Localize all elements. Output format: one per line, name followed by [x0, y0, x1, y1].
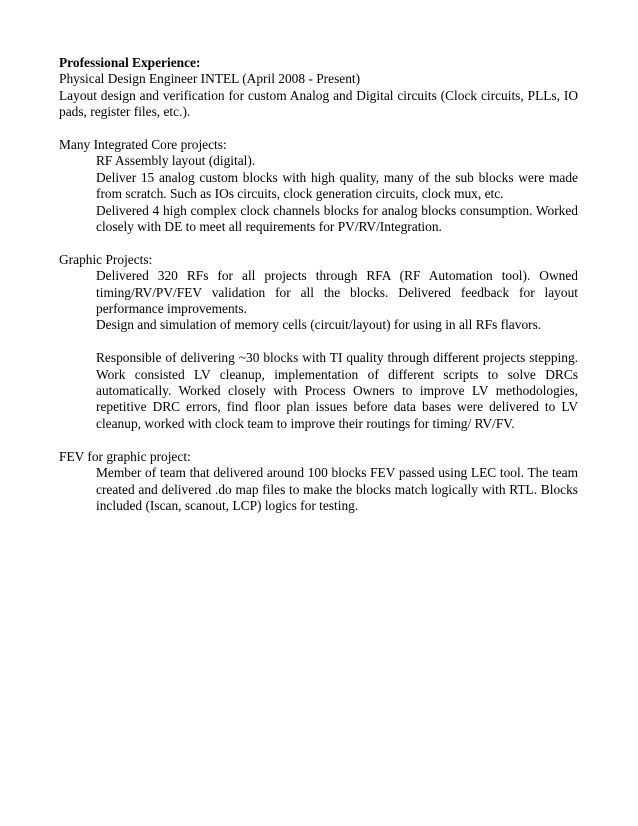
experience-section	[59, 55, 578, 514]
project-item: RF Assembly layout (digital).	[96, 153, 256, 169]
section-heading: Professional Experience:	[59, 55, 201, 70]
project-item: Delivered 4 high complex clock channels blocks for analog blocks consumption. Worked closely with DE to meet all requirements for PV/RV/Integration.	[96, 202, 578, 235]
project-title-graphic: Graphic Projects:	[59, 251, 153, 267]
project-item: Deliver 15 analog custom blocks with high quality, many of the sub blocks were made from scratch. Such as IOs circuits, clock generation circuits, clock mux, etc.	[96, 169, 578, 202]
spacer	[59, 121, 578, 137]
spacer	[59, 334, 578, 350]
position-summary: Layout design and verification for custom Analog and Digital circuits (Clock circuits, PLLs, IO pads, register files, etc.).	[59, 87, 578, 120]
position-title: Physical Design Engineer INTEL (April 2008 - Present)	[59, 71, 361, 87]
project-item: Delivered 320 RFs for all projects through RFA (RF Automation tool). Owned timing/RV/PV/FEV validation for all the blocks. Delivered feedback for layout performance improvements.	[96, 268, 578, 317]
project-item: Design and simulation of memory cells (circuit/layout) for using in all RFs flavors.	[96, 317, 542, 333]
project-title-fev: FEV for graphic project:	[59, 448, 191, 464]
spacer	[59, 235, 578, 251]
project-item: Member of team that delivered around 100 blocks FEV passed using LEC tool. The team created and delivered .do map files to make the blocks match logically with RTL. Blocks included (Iscan, scanout, LCP) logics for testing.	[96, 465, 578, 513]
project-title-mic: Many Integrated Core projects:	[59, 137, 227, 153]
project-item: Responsible of delivering ~30 blocks with TI quality through different projects stepping. Work consisted LV cleanup, implementation of different scripts to solve DRCs automatically. Worked closely with Process Owners to improve LV methodologies, repetitive DRC errors, find floor plan issues before data bases were delivered to LV cleanup, worked with clock team to improve their routings for timing/ RV/FV.	[96, 350, 578, 431]
spacer	[59, 432, 578, 448]
